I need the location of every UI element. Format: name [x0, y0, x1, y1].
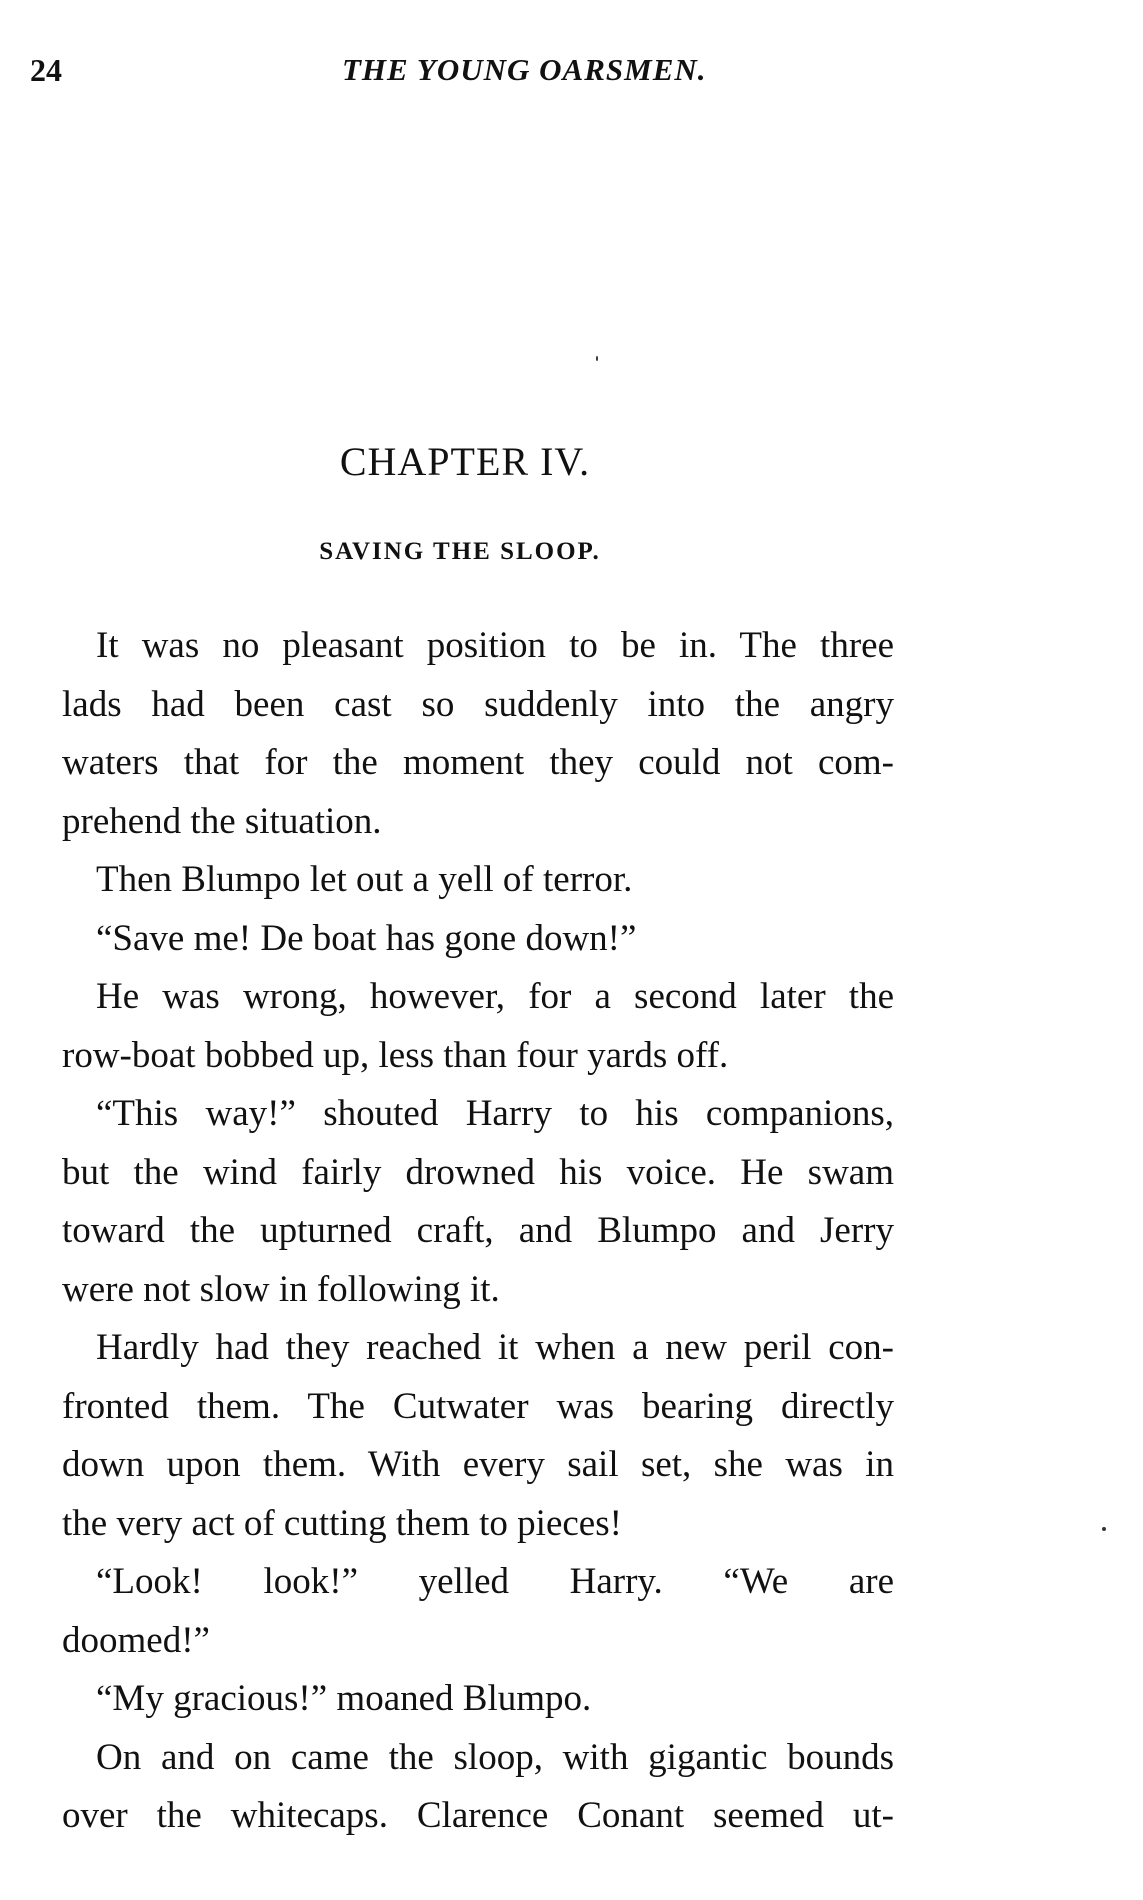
- text-line: On and on came the sloop, with gigantic bounds: [96, 1736, 894, 1778]
- text-line: toward the upturned craft, and Blumpo and Jerry: [62, 1210, 894, 1251]
- text-line: were not slow in following it.: [62, 1268, 500, 1310]
- text-line: Hardly had they reached it when a new peril con-: [96, 1327, 894, 1368]
- chapter-heading: CHAPTER IV.: [339, 439, 591, 484]
- text-line: down upon them. With every sail set, she was in: [62, 1444, 894, 1485]
- text-line: “My gracious!” moaned Blumpo.: [96, 1678, 592, 1719]
- text-line: He was wrong, however, for a second later the: [96, 976, 894, 1017]
- page-number: 24: [30, 52, 62, 88]
- text-line: “This way!” shouted Harry to his companions,: [96, 1093, 894, 1134]
- running-head: [30, 52, 850, 92]
- text-line: doomed!”: [62, 1619, 210, 1661]
- text-line: row-boat bobbed up, less than four yards off.: [62, 1034, 729, 1076]
- print-speck: [1102, 1527, 1106, 1531]
- text-line: lads had been cast so suddenly into the angry: [62, 683, 894, 725]
- print-speck: [596, 356, 598, 361]
- text-line: the very act of cutting them to pieces!: [62, 1502, 622, 1544]
- running-title: THE YOUNG OARSMEN.: [342, 52, 707, 87]
- text-line: over the whitecaps. Clarence Conant seemed ut-: [62, 1795, 894, 1836]
- text-line: Then Blumpo let out a yell of terror.: [96, 859, 633, 900]
- chapter-body: [62, 617, 894, 1846]
- text-line: fronted them. The Cutwater was bearing directly: [62, 1385, 894, 1427]
- chapter-subtitle: SAVING THE SLOOP.: [319, 538, 601, 565]
- text-line: It was no pleasant position to be in. The three: [96, 625, 894, 666]
- text-line: “Look! look!” yelled Harry. “We are: [96, 1561, 894, 1602]
- text-line: waters that for the moment they could not com-: [62, 742, 894, 783]
- text-line: prehend the situation.: [62, 800, 382, 842]
- text-line: but the wind fairly drowned his voice. He swam: [62, 1151, 894, 1193]
- text-line: “Save me! De boat has gone down!”: [96, 917, 637, 959]
